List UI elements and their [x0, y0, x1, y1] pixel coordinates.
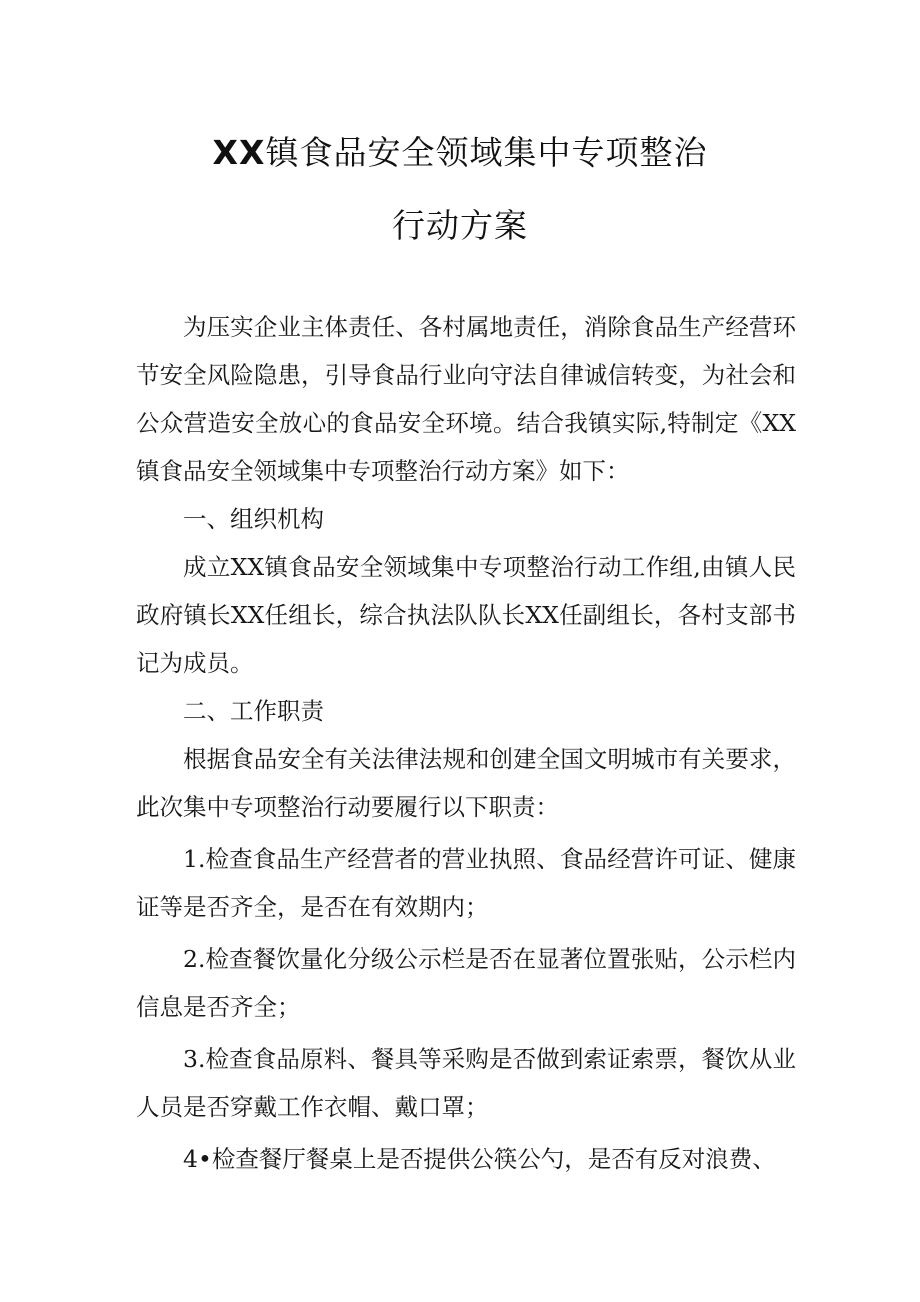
duty-item-2: 2.检查餐饮量化分级公示栏是否在显著位置张贴，公示栏内信息是否齐全；	[136, 945, 796, 1021]
title-text: 镇食品安全领域集中专项整治	[265, 133, 708, 172]
duties-paragraph: 根据食品安全有关法律法规和创建全国文明城市有关要求，此次集中专项整治行动要履行以下职责：	[136, 745, 796, 821]
organization-paragraph: 成立XX镇食品安全领域集中专项整治行动工作组,由镇人民政府镇长XX任组长，综合执法队队长XX任副组长，各村支部书记为成员。	[136, 553, 796, 677]
intro-paragraph: 为压实企业主体责任、各村属地责任，消除食品生产经营环节安全风险隐患，引导食品行业向守法自律诚信转变，为社会和公众营造安全放心的食品安全环境。结合我镇实际,特制定《XX镇食品安全领域集中专项整治行动方案》如下：	[136, 313, 796, 485]
section-heading-duties: 二、工作职责	[183, 697, 324, 725]
document-title-line2: 行动方案	[392, 206, 528, 245]
duty-item-1: 1.检查食品生产经营者的营业执照、食品经营许可证、健康证等是否齐全，是否在有效期内；	[136, 845, 796, 921]
document-title-line1	[0, 127, 920, 174]
title-prefix: XX	[212, 133, 266, 172]
document-body	[136, 303, 796, 1183]
duty-item-4: 4•检查餐厅餐桌上是否提供公筷公勺，是否有反对浪费、	[183, 1145, 776, 1173]
duty-item-3: 3.检查食品原料、餐具等采购是否做到索证索票，餐饮从业人员是否穿戴工作衣帽、戴口罩；	[136, 1045, 796, 1121]
section-heading-organization: 一、组织机构	[183, 505, 324, 533]
